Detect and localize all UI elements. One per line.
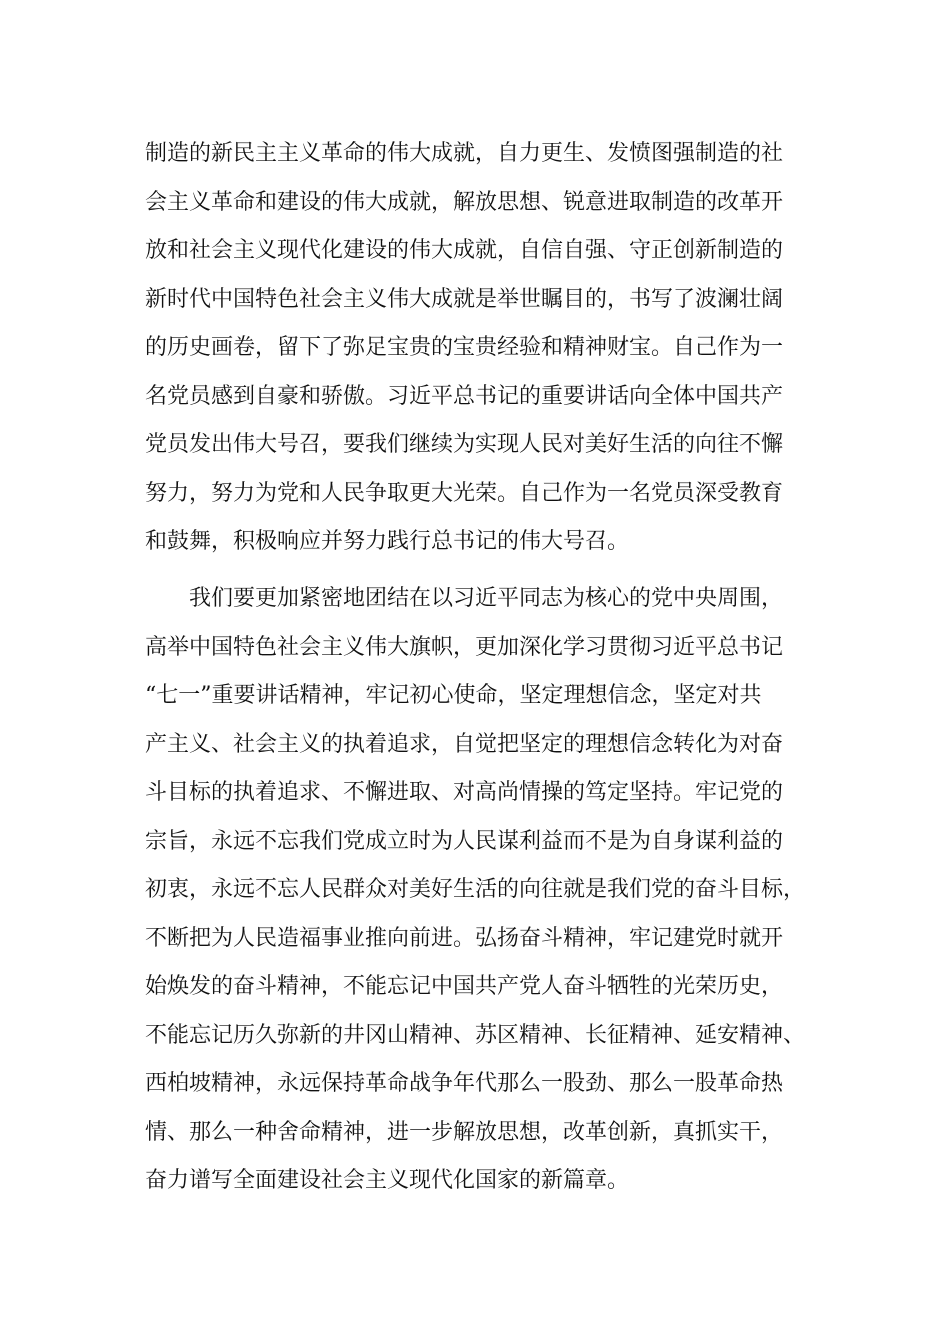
paragraph-2-line: 产主义、社会主义的执着追求，自觉把坚定的理想信念转化为对奋 <box>145 731 784 757</box>
paragraph-2 <box>145 575 835 1206</box>
paragraph-1-line: 制造的新民主主义革命的伟大成就，自力更生、发愤图强制造的社 <box>145 141 784 166</box>
paragraph-2-line: 斗目标的执着追求、不懈进取、对高尚情操的笃定坚持。牢记党的 <box>145 780 784 805</box>
paragraph-2-line: 情、那么一种舍命精神，进一步解放思想，改革创新，真抓实干， <box>145 1119 784 1145</box>
paragraph-2-line: 不断把为人民造福事业推向前进。弘扬奋斗精神，牢记建党时就开 <box>145 925 784 951</box>
paragraph-2-line: 初衷，永远不忘人民群众对美好生活的向往就是我们党的奋斗目标， <box>145 877 806 902</box>
paragraph-2-line: 高举中国特色社会主义伟大旗帜，更加深化学习贯彻习近平总书记 <box>145 634 784 660</box>
paragraph-1-line: 名党员感到自豪和骄傲。习近平总书记的重要讲话向全体中国共产 <box>145 383 784 409</box>
paragraph-2-line: 我们要更加紧密地团结在以习近平同志为核心的党中央周围， <box>189 586 784 611</box>
paragraph-1-line: 的历史画卷，留下了弥足宝贵的宝贵经验和精神财宝。自己作为一 <box>145 335 784 360</box>
paragraph-2-line: 始焕发的奋斗精神，不能忘记中国共产党人奋斗牺牲的光荣历史， <box>145 974 784 999</box>
paragraph-1-line: 新时代中国特色社会主义伟大成就是举世瞩目的，书写了波澜壮阔 <box>145 286 784 312</box>
paragraph-1-line: 努力，努力为党和人民争取更大光荣。自己作为一名党员深受教育 <box>145 480 784 506</box>
paragraph-2-line: 不能忘记历久弥新的井冈山精神、苏区精神、长征精神、延安精神、 <box>145 1022 806 1048</box>
paragraph-1 <box>145 130 835 567</box>
paragraph-2-line: 奋力谱写全面建设社会主义现代化国家的新篇章。 <box>145 1168 630 1193</box>
paragraph-2-line: “七一”重要讲话精神，牢记初心使命，坚定理想信念，坚定对共 <box>145 683 762 708</box>
paragraph-1-line: 放和社会主义现代化建设的伟大成就，自信自强、守正创新制造的 <box>145 238 784 263</box>
paragraph-2-line: 西柏坡精神，永远保持革命战争年代那么一股劲、那么一股革命热 <box>145 1071 784 1096</box>
paragraph-1-line: 党员发出伟大号召，要我们继续为实现人民对美好生活的向往不懈 <box>145 432 784 457</box>
paragraph-1-line: 和鼓舞，积极响应并努力践行总书记的伟大号召。 <box>145 529 630 554</box>
paragraph-1-line: 会主义革命和建设的伟大成就，解放思想、锐意进取制造的改革开 <box>145 189 784 215</box>
paragraph-2-line: 宗旨，永远不忘我们党成立时为人民谋利益而不是为自身谋利益的 <box>145 828 784 854</box>
